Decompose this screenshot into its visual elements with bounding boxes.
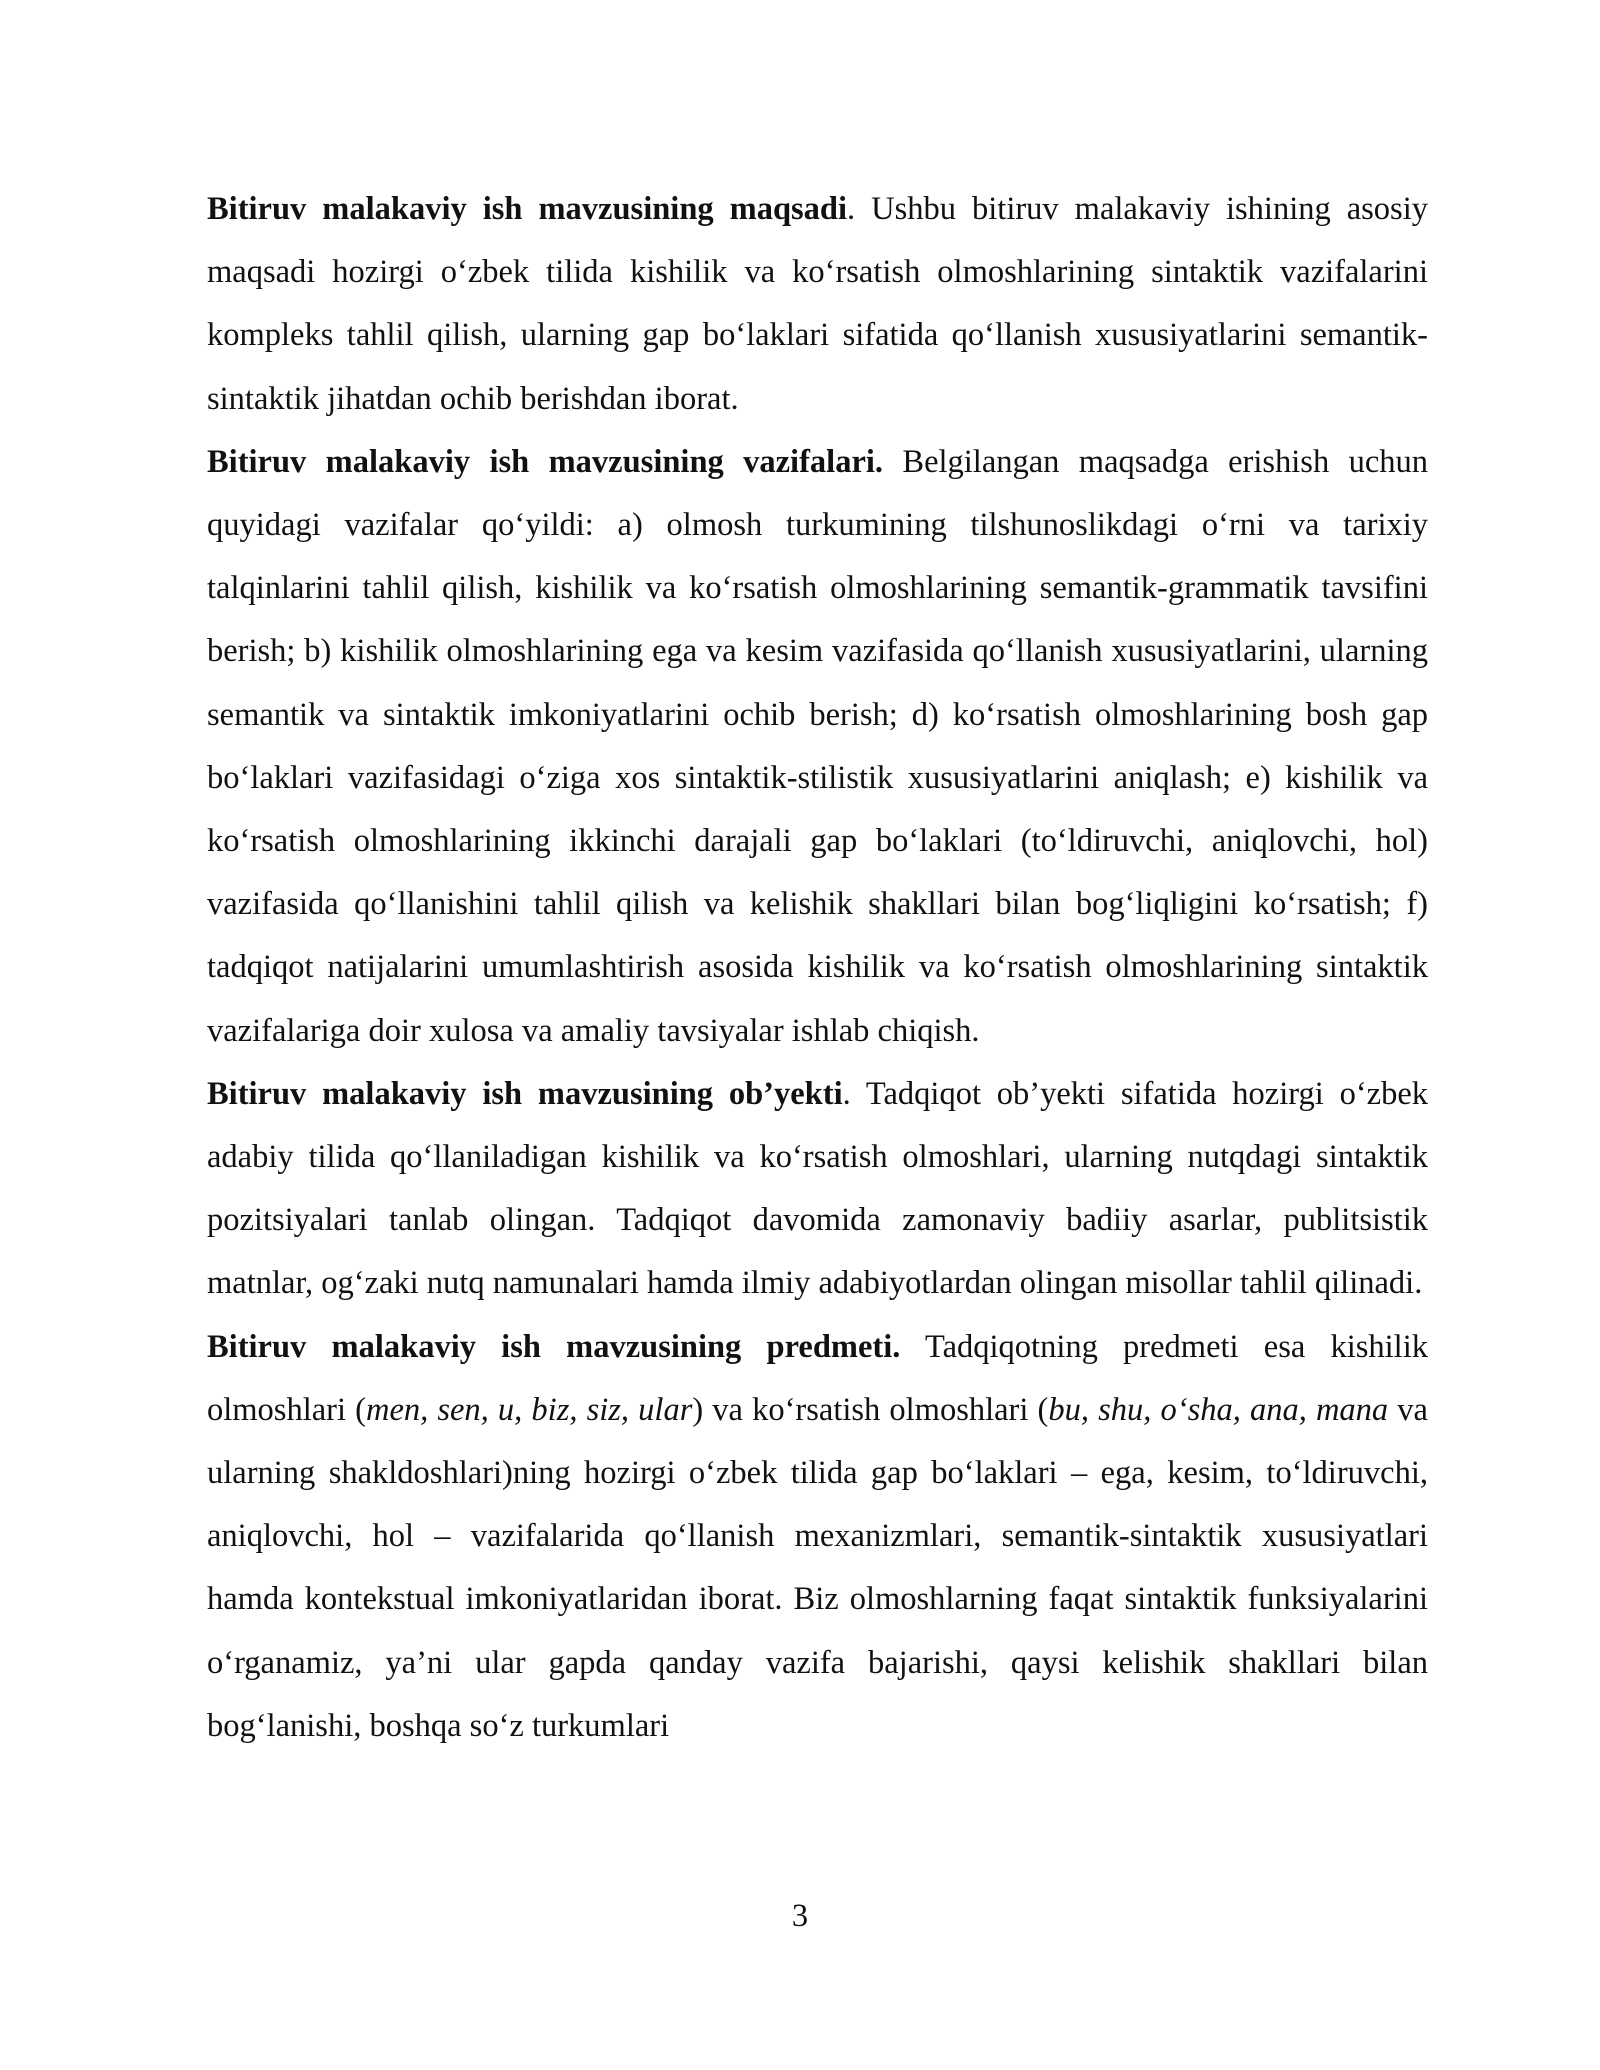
heading-subject: Bitiruv malakaviy ish mavzusining predmeti.: [207, 1328, 901, 1365]
demonstrative-pronouns-list: bu, shu, o‘sha, ana, mana: [1048, 1391, 1389, 1428]
heading-goal-punct: .: [847, 191, 856, 227]
heading-object-punct: .: [842, 1075, 851, 1112]
paragraph-subject-text-2: ) va ko‘rsatish olmoshlari (: [692, 1391, 1049, 1428]
heading-object: Bitiruv malakaviy ish mavzusining ob’yekti: [207, 1075, 843, 1112]
paragraph-tasks-text: Belgilangan maqsadga erishish uchun quyidagi vazifalar qo‘yildi: a) olmosh turkumining tilshunoslikdagi o‘rni va tarixiy talqinlarini tahlil qilish, kishilik va ko‘rsatish olmoshlarining semantik-grammatik tavsifini berish; b) kishilik olmoshlarining ega va kesim vazifasida qo‘llanish xususiyatlarini, ularning semantik va sintaktik imkoniyatlarini ochib berish; d) ko‘rsatish olmoshlarining bosh gap bo‘laklari vazifasidagi o‘ziga xos sintaktik-stilistik xususiyatlarini aniqlash; e) kishilik va ko‘rsatish olmoshlarining ikkinchi darajali gap bo‘laklari (to‘ldiruvchi, aniqlovchi, hol) vazifasida qo‘llanishini tahlil qilish va kelishik shakllari bilan bog‘liqligini ko‘rsatish; f) tadqiqot natijalarini umumlashtirish asosida kishilik va ko‘rsatish olmoshlarining sintaktik vazifalariga doir xulosa va amaliy tavsiyalar ishlab chiqish.: [207, 443, 1428, 1049]
paragraph-tasks: [207, 431, 1428, 1063]
heading-goal: Bitiruv malakaviy ish mavzusining maqsadi: [207, 191, 848, 227]
document-body: [207, 178, 1428, 1758]
personal-pronouns-list: men, sen, u, biz, siz, ular: [365, 1391, 693, 1428]
page-number: 3: [791, 1898, 809, 1934]
paragraph-subject: [207, 1316, 1428, 1758]
heading-tasks: Bitiruv malakaviy ish mavzusining vazifalari.: [207, 443, 884, 480]
paragraph-goal-text: Ushbu bitiruv malakaviy ishining asosiy maqsadi hozirgi o‘zbek tilida kishilik va ko‘rsatish olmoshlarining sintaktik vazifalarini kompleks tahlil qilish, ularning gap bo‘laklari sifatida qo‘llanish xususiyatlarini semantik-sintaktik jihatdan ochib berishdan iborat.: [207, 191, 1428, 417]
paragraph-subject-text-1: Tadqiqotning predmeti esa kishilik olmoshlari (: [207, 1328, 1428, 1428]
paragraph-subject-text-3: va ularning shakldoshlari)ning hozirgi o‘zbek tilida gap bo‘laklari – ega, kesim, to‘ldiruvchi, aniqlovchi, hol – vazifalarida qo‘llanish mexanizmlari, semantik-sintaktik xususiyatlari hamda kontekstual imkoniyatlaridan iborat. Biz olmoshlarning faqat sintaktik funksiyalarini o‘rganamiz, ya’ni ular gapda qanday vazifa bajarishi, qaysi kelishik shakllari bilan bog‘lanishi, boshqa so‘z turkumlari: [207, 1391, 1428, 1744]
paragraph-goal: [207, 178, 1428, 431]
paragraph-object: [207, 1063, 1428, 1316]
paragraph-object-text: Tadqiqot ob’yekti sifatida hozirgi o‘zbek adabiy tilida qo‘llaniladigan kishilik va ko‘rsatish olmoshlari, ularning nutqdagi sintaktik pozitsiyalari tanlab olingan. Tadqiqot davomida zamonaviy badiiy asarlar, publitsistik matnlar, og‘zaki nutq namunalari hamda ilmiy adabiyotlardan olingan misollar tahlil qilinadi.: [207, 1075, 1428, 1302]
